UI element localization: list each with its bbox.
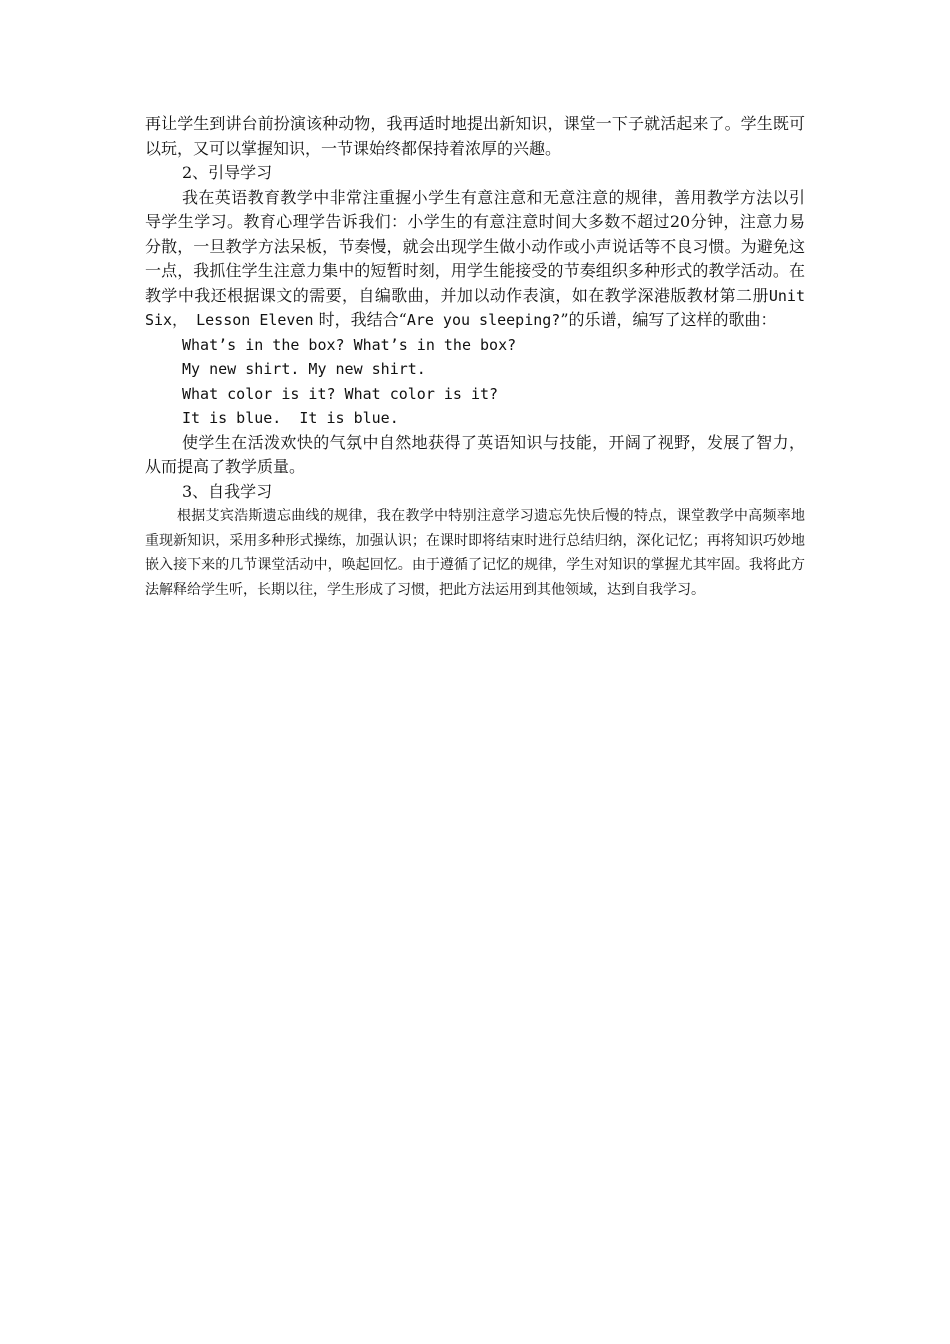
section-2-paragraph-end: ”的乐谱，编写了这样的歌曲：: [560, 310, 777, 329]
section-2-paragraph-mid: 时，我结合“: [313, 310, 407, 329]
intro-paragraph: 再让学生到讲台前扮演该种动物，我再适时地提出新知识，课堂一下子就活起来了。学生既可以玩，又可以掌握知识，一节课始终都保持着浓厚的兴趣。: [145, 114, 805, 158]
song-line-1: What’s in the box? What’s in the box?: [182, 335, 517, 354]
document-page: [145, 112, 805, 602]
section-2-closing-paragraph: 使学生在活泼欢快的气氛中自然地获得了英语知识与技能，开阔了视野，发展了智力，从而提高了教学质量。: [145, 432, 805, 476]
section-3-paragraph: 根据艾宾浩斯遗忘曲线的规律，我在教学中特别注意学习遗忘先快后慢的特点，课堂教学中高频率地重现新知识，采用多种形式操练，加强认识；在课时即将结束时进行总结归纳，深化记忆；再将知识巧妙地嵌入接下来的几节课堂活动中，唤起回忆。由于遵循了记忆的规律，学生对知识的掌握尤其牢固。我将此方法解释给学生听，长期以往，学生形成了习惯，把此方法运用到其他领域，达到自我学习。: [145, 508, 805, 598]
song-line-2: My new shirt. My new shirt.: [182, 360, 426, 378]
song-line-4: It is blue. It is blue.: [182, 409, 399, 427]
section-2-paragraph: [145, 186, 805, 333]
section-2-paragraph-start: 我在英语教育教学中非常注重握小学生有意注意和无意注意的规律，善用教学方法以引导学生学习。教育心理学告诉我们：小学生的有意注意时间大多数不超过20分钟，注意力易分散，一旦教学方法呆板，节奏慢，就会出现学生做小动作或小声说话等不良习惯。为避免这一点，我抓住学生注意力集中的短暂时刻，用学生能接受的节奏组织多种形式的教学活动。在教学中我还根据课文的需要，自编歌曲，并加以动作表演，如在教学深港版教材第二册: [145, 187, 805, 305]
section-2-song-title: Are you sleeping?: [406, 311, 561, 329]
section-2-heading: 2、引导学习: [182, 163, 273, 182]
song-line-3: What color is it? What color is it?: [182, 384, 499, 403]
section-2-unit-text: Unit Six， Lesson Eleven: [145, 286, 805, 329]
section-3-heading: 3、自我学习: [182, 481, 273, 501]
